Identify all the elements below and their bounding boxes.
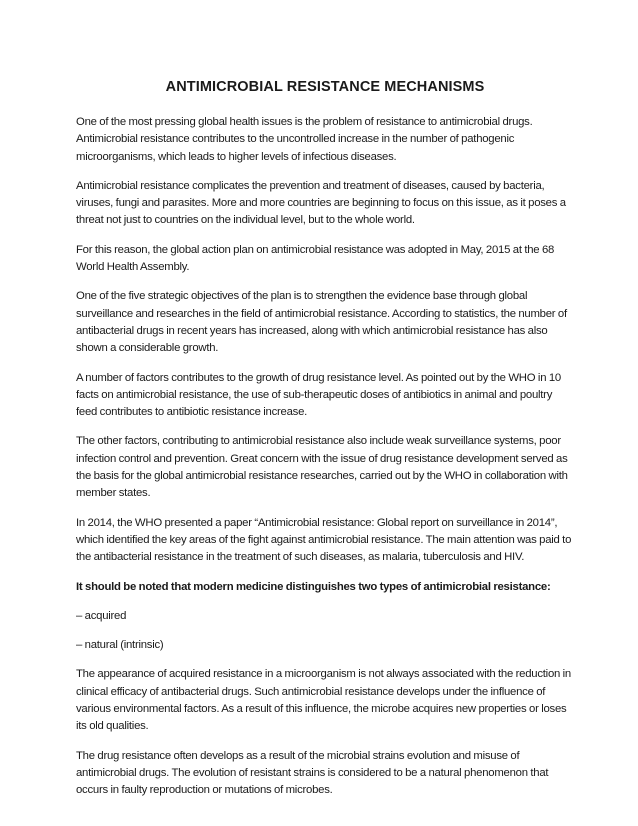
document-title: ANTIMICROBIAL RESISTANCE MECHANISMS [165,79,485,95]
list-item-natural: – natural (intrinsic) [76,639,164,652]
paragraph-complications: Antimicrobial resistance complicates the prevention and treatment of diseases, caused by bacteria, viruses, fungi and parasites. More and more countries are beginning to focus on this issue, as it poses a threat not just to countries on the individual level, but to the whole world. [76,179,566,227]
paragraph-other-factors: The other factors, contributing to antimicrobial resistance also include weak surveillance systems, poor infection control and prevention. Great concern with the issue of drug resistance development served as the basis for the global antimicrobial resistance researches, carried out by the WHO in collaboration with member states. [76,435,568,500]
paragraph-action-plan: For this reason, the global action plan on antimicrobial resistance was adopted in May, 2015 at the 68 World Health Assembly. [76,243,555,274]
paragraph-acquired-resistance: The appearance of acquired resistance in a microorganism is not always associated with the reduction in clinical efficacy of antibacterial drugs. Such antimicrobial resistance develops under the influence of various environmental factors. As a result of this influence, the microbe acquires new properties or loses its old qualities. [76,668,571,733]
paragraph-types-heading: It should be noted that modern medicine distinguishes two types of antimicrobial resistance: [76,580,551,593]
paragraph-drug-resistance-evolution: The drug resistance often develops as a result of the microbial strains evolution and misuse of antimicrobial drugs. The evolution of resistant strains is considered to be a natural phenomenon that occurs in faulty reproduction or mutations of microbes. [76,749,549,797]
paragraph-factors: A number of factors contributes to the growth of drug resistance level. As pointed out by the WHO in 10 facts on antimicrobial resistance, the use of sub-therapeutic doses of antibiotics in animal and poultry feed contributes to antibiotic resistance increase. [76,371,561,419]
paragraph-intro: One of the most pressing global health issues is the problem of resistance to antimicrobial drugs. Antimicrobial resistance contributes to the uncontrolled increase in the number of pathogenic microorganisms, which leads to higher levels of infectious diseases. [76,116,533,163]
paragraph-strategic-objectives: One of the five strategic objectives of the plan is to strengthen the evidence base through global surveillance and researches in the field of antimicrobial resistance. According to statistics, the number of antibacterial drugs in recent years has increased, along with which antimicrobial resistance has also shown a considerable growth. [76,290,567,355]
list-item-acquired: – acquired [76,609,127,622]
paragraph-who-report: In 2014, the WHO presented a paper “Antimicrobial resistance: Global report on surveillance in 2014”, which identified the key areas of the fight against antimicrobial resistance. The main attention was paid to the antibacterial resistance in the treatment of such diseases, as malaria, tuberculosis and HIV. [76,516,572,564]
